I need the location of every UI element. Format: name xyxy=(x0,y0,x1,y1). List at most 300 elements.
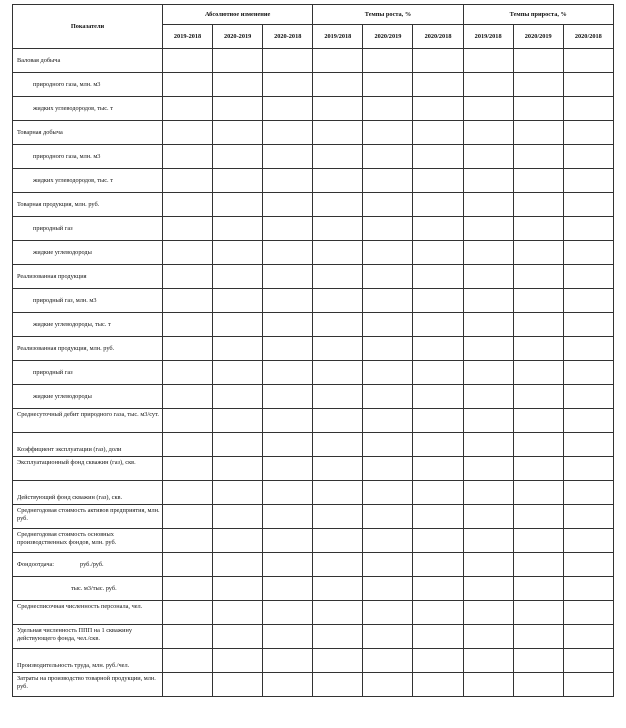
row-label: жидкие углеводороды xyxy=(13,241,163,265)
value-cell xyxy=(563,433,613,457)
value-cell xyxy=(563,577,613,601)
table-row xyxy=(13,385,614,409)
value-cell xyxy=(513,481,563,505)
value-cell xyxy=(363,529,413,553)
value-cell xyxy=(563,409,613,433)
value-cell xyxy=(513,193,563,217)
value-cell xyxy=(213,289,263,313)
value-cell xyxy=(363,337,413,361)
value-cell xyxy=(263,193,313,217)
value-cell xyxy=(513,337,563,361)
header-period: 2020/2019 xyxy=(513,25,563,49)
row-label: Товарная добыча xyxy=(13,121,163,145)
value-cell xyxy=(513,169,563,193)
table-row xyxy=(13,145,614,169)
value-cell xyxy=(363,73,413,97)
value-cell xyxy=(513,49,563,73)
value-cell xyxy=(513,457,563,481)
value-cell xyxy=(263,601,313,625)
value-cell xyxy=(513,625,563,649)
value-cell xyxy=(563,649,613,673)
value-cell xyxy=(313,289,363,313)
table-row xyxy=(13,457,614,481)
table-row xyxy=(13,553,614,577)
value-cell xyxy=(513,217,563,241)
value-cell xyxy=(463,577,513,601)
table-row xyxy=(13,217,614,241)
value-cell xyxy=(313,121,363,145)
value-cell xyxy=(363,265,413,289)
value-cell xyxy=(313,577,363,601)
row-label: природный газ xyxy=(13,217,163,241)
value-cell xyxy=(163,457,213,481)
value-cell xyxy=(363,217,413,241)
value-cell xyxy=(163,385,213,409)
value-cell xyxy=(413,625,463,649)
value-cell xyxy=(413,385,463,409)
value-cell xyxy=(413,121,463,145)
value-cell xyxy=(263,265,313,289)
value-cell xyxy=(413,217,463,241)
value-cell xyxy=(263,361,313,385)
table-row xyxy=(13,673,614,697)
value-cell xyxy=(413,481,463,505)
value-cell xyxy=(563,385,613,409)
header-indicator: Показатели xyxy=(13,5,163,49)
value-cell xyxy=(313,409,363,433)
value-cell xyxy=(263,97,313,121)
table-row xyxy=(13,409,614,433)
row-label-fondootdacha xyxy=(13,553,163,577)
table-row xyxy=(13,73,614,97)
table-row xyxy=(13,433,614,457)
value-cell xyxy=(313,649,363,673)
row-label: Товарная продукция, млн. руб. xyxy=(13,193,163,217)
value-cell xyxy=(213,433,263,457)
row-label: Эксплуатационный фонд скважин (газ), скв. xyxy=(13,457,163,481)
value-cell xyxy=(263,241,313,265)
header-period: 2020-2019 xyxy=(213,25,263,49)
value-cell xyxy=(163,241,213,265)
value-cell xyxy=(313,505,363,529)
value-cell xyxy=(313,361,363,385)
value-cell xyxy=(263,625,313,649)
value-cell xyxy=(463,457,513,481)
value-cell xyxy=(413,145,463,169)
value-cell xyxy=(513,265,563,289)
value-cell xyxy=(413,601,463,625)
value-cell xyxy=(513,505,563,529)
row-label: Затраты на производство товарной продукции, млн. руб. xyxy=(13,673,163,697)
row-label: жидких углеводородов, тыс. т xyxy=(13,97,163,121)
value-cell xyxy=(263,49,313,73)
value-cell xyxy=(263,169,313,193)
value-cell xyxy=(213,577,263,601)
table-row xyxy=(13,601,614,625)
row-label: жидкие углеводороды, тыс. т xyxy=(13,313,163,337)
value-cell xyxy=(213,361,263,385)
value-cell xyxy=(363,361,413,385)
value-cell xyxy=(263,337,313,361)
value-cell xyxy=(313,673,363,697)
value-cell xyxy=(563,481,613,505)
row-label: Среднесписочная численность персонала, чел. xyxy=(13,601,163,625)
value-cell xyxy=(463,553,513,577)
header-period: 2020/2018 xyxy=(563,25,613,49)
value-cell xyxy=(513,409,563,433)
value-cell xyxy=(213,385,263,409)
value-cell xyxy=(263,649,313,673)
document-page xyxy=(12,4,613,697)
header-period: 2020/2018 xyxy=(413,25,463,49)
table-header xyxy=(13,5,614,49)
row-label: тыс. м3/тыс. руб. xyxy=(13,577,163,601)
row-label: природный газ xyxy=(13,361,163,385)
value-cell xyxy=(463,361,513,385)
value-cell xyxy=(263,313,313,337)
indicators-table xyxy=(12,4,614,697)
value-cell xyxy=(363,625,413,649)
row-label: Валовая добыча xyxy=(13,49,163,73)
value-cell xyxy=(463,505,513,529)
value-cell xyxy=(263,553,313,577)
value-cell xyxy=(263,121,313,145)
value-cell xyxy=(263,577,313,601)
value-cell xyxy=(313,145,363,169)
value-cell xyxy=(313,625,363,649)
value-cell xyxy=(563,193,613,217)
value-cell xyxy=(413,265,463,289)
value-cell xyxy=(263,457,313,481)
value-cell xyxy=(413,457,463,481)
row-label: Действующий фонд скважин (газ), скв. xyxy=(13,481,163,505)
value-cell xyxy=(163,601,213,625)
value-cell xyxy=(213,553,263,577)
table-row xyxy=(13,121,614,145)
value-cell xyxy=(563,673,613,697)
value-cell xyxy=(413,649,463,673)
value-cell xyxy=(513,313,563,337)
row-label: природный газ, млн. м3 xyxy=(13,289,163,313)
value-cell xyxy=(213,673,263,697)
value-cell xyxy=(513,97,563,121)
value-cell xyxy=(413,169,463,193)
value-cell xyxy=(313,385,363,409)
value-cell xyxy=(163,289,213,313)
value-cell xyxy=(163,649,213,673)
value-cell xyxy=(563,265,613,289)
value-cell xyxy=(413,241,463,265)
value-cell xyxy=(513,289,563,313)
value-cell xyxy=(263,409,313,433)
value-cell xyxy=(313,553,363,577)
value-cell xyxy=(363,601,413,625)
value-cell xyxy=(563,337,613,361)
value-cell xyxy=(363,433,413,457)
row-label: Среднегодовая стоимость основных производственных фондов, млн. руб. xyxy=(13,529,163,553)
table-row xyxy=(13,337,614,361)
value-cell xyxy=(163,313,213,337)
value-cell xyxy=(513,241,563,265)
value-cell xyxy=(463,625,513,649)
value-cell xyxy=(513,673,563,697)
value-cell xyxy=(313,73,363,97)
table-row xyxy=(13,241,614,265)
value-cell xyxy=(213,265,263,289)
row-label: Коэффициент эксплуатации (газ), доли xyxy=(13,433,163,457)
value-cell xyxy=(463,49,513,73)
value-cell xyxy=(163,337,213,361)
row-label: Среднегодовая стоимость активов предприятия, млн. руб. xyxy=(13,505,163,529)
value-cell xyxy=(363,505,413,529)
value-cell xyxy=(463,241,513,265)
value-cell xyxy=(163,673,213,697)
row-label: жидкие углеводороды xyxy=(13,385,163,409)
value-cell xyxy=(463,529,513,553)
value-cell xyxy=(463,217,513,241)
value-cell xyxy=(413,193,463,217)
value-cell xyxy=(513,529,563,553)
value-cell xyxy=(513,73,563,97)
value-cell xyxy=(163,409,213,433)
value-cell xyxy=(513,649,563,673)
value-cell xyxy=(563,121,613,145)
value-cell xyxy=(463,649,513,673)
table-row xyxy=(13,289,614,313)
value-cell xyxy=(213,217,263,241)
value-cell xyxy=(563,217,613,241)
value-cell xyxy=(363,97,413,121)
value-cell xyxy=(513,577,563,601)
value-cell xyxy=(413,313,463,337)
row-label: Среднесуточный дебит природного газа, тыс. м3/сут. xyxy=(13,409,163,433)
value-cell xyxy=(563,601,613,625)
value-cell xyxy=(413,409,463,433)
value-cell xyxy=(463,73,513,97)
value-cell xyxy=(213,241,263,265)
value-cell xyxy=(263,145,313,169)
value-cell xyxy=(363,313,413,337)
table-row xyxy=(13,529,614,553)
row-label: Производительность труда, млн. руб./чел. xyxy=(13,649,163,673)
value-cell xyxy=(213,625,263,649)
value-cell xyxy=(413,553,463,577)
value-cell xyxy=(563,553,613,577)
value-cell xyxy=(263,529,313,553)
table-row xyxy=(13,505,614,529)
value-cell xyxy=(213,457,263,481)
value-cell xyxy=(563,169,613,193)
value-cell xyxy=(463,481,513,505)
row-label-text: Фондоотдача: xyxy=(17,560,55,568)
value-cell xyxy=(513,385,563,409)
table-row xyxy=(13,625,614,649)
value-cell xyxy=(263,385,313,409)
value-cell xyxy=(363,145,413,169)
table-row xyxy=(13,649,614,673)
value-cell xyxy=(413,49,463,73)
value-cell xyxy=(313,217,363,241)
table-body xyxy=(13,49,614,697)
value-cell xyxy=(363,673,413,697)
value-cell xyxy=(413,289,463,313)
value-cell xyxy=(263,673,313,697)
value-cell xyxy=(363,121,413,145)
value-cell xyxy=(413,577,463,601)
value-cell xyxy=(413,97,463,121)
table-row xyxy=(13,265,614,289)
value-cell xyxy=(463,97,513,121)
table-row xyxy=(13,97,614,121)
value-cell xyxy=(463,601,513,625)
value-cell xyxy=(213,505,263,529)
value-cell xyxy=(313,49,363,73)
table-row xyxy=(13,49,614,73)
table-row xyxy=(13,361,614,385)
value-cell xyxy=(163,433,213,457)
value-cell xyxy=(363,409,413,433)
value-cell xyxy=(163,97,213,121)
table-row xyxy=(13,481,614,505)
row-label: жидких углеводородов, тыс. т xyxy=(13,169,163,193)
value-cell xyxy=(463,313,513,337)
value-cell xyxy=(163,49,213,73)
value-cell xyxy=(213,337,263,361)
value-cell xyxy=(163,625,213,649)
value-cell xyxy=(363,169,413,193)
value-cell xyxy=(363,289,413,313)
value-cell xyxy=(463,433,513,457)
value-cell xyxy=(563,73,613,97)
value-cell xyxy=(363,457,413,481)
value-cell xyxy=(463,337,513,361)
value-cell xyxy=(163,553,213,577)
row-unit: руб./руб. xyxy=(80,560,104,568)
value-cell xyxy=(463,121,513,145)
value-cell xyxy=(563,505,613,529)
value-cell xyxy=(313,97,363,121)
table-row xyxy=(13,577,614,601)
header-period: 2020-2018 xyxy=(263,25,313,49)
value-cell xyxy=(563,289,613,313)
value-cell xyxy=(563,313,613,337)
value-cell xyxy=(163,145,213,169)
value-cell xyxy=(513,361,563,385)
value-cell xyxy=(313,169,363,193)
value-cell xyxy=(213,97,263,121)
table-row xyxy=(13,313,614,337)
value-cell xyxy=(213,49,263,73)
value-cell xyxy=(313,313,363,337)
value-cell xyxy=(213,193,263,217)
value-cell xyxy=(363,385,413,409)
value-cell xyxy=(313,457,363,481)
value-cell xyxy=(563,145,613,169)
value-cell xyxy=(363,241,413,265)
row-label: природного газа, млн. м3 xyxy=(13,145,163,169)
value-cell xyxy=(313,481,363,505)
value-cell xyxy=(463,169,513,193)
header-group-growth-rate: Темпы роста, % xyxy=(313,5,463,25)
value-cell xyxy=(413,73,463,97)
value-cell xyxy=(463,265,513,289)
value-cell xyxy=(263,73,313,97)
value-cell xyxy=(213,121,263,145)
table-row xyxy=(13,193,614,217)
value-cell xyxy=(213,145,263,169)
value-cell xyxy=(513,145,563,169)
value-cell xyxy=(263,433,313,457)
header-period: 2019/2018 xyxy=(313,25,363,49)
value-cell xyxy=(363,49,413,73)
value-cell xyxy=(213,601,263,625)
row-label: природного газа, млн. м3 xyxy=(13,73,163,97)
value-cell xyxy=(563,97,613,121)
value-cell xyxy=(163,481,213,505)
header-period: 2020/2019 xyxy=(363,25,413,49)
value-cell xyxy=(163,577,213,601)
row-label: Реализованная продукция xyxy=(13,265,163,289)
value-cell xyxy=(413,433,463,457)
value-cell xyxy=(513,553,563,577)
value-cell xyxy=(213,313,263,337)
value-cell xyxy=(363,481,413,505)
value-cell xyxy=(563,529,613,553)
value-cell xyxy=(563,457,613,481)
row-label: Удельная численность ППП на 1 скважину действующего фонда, чел./скв. xyxy=(13,625,163,649)
header-period: 2019-2018 xyxy=(163,25,213,49)
value-cell xyxy=(363,193,413,217)
value-cell xyxy=(413,361,463,385)
value-cell xyxy=(513,121,563,145)
value-cell xyxy=(263,505,313,529)
value-cell xyxy=(513,433,563,457)
value-cell xyxy=(313,529,363,553)
value-cell xyxy=(463,385,513,409)
value-cell xyxy=(163,217,213,241)
value-cell xyxy=(413,529,463,553)
value-cell xyxy=(363,577,413,601)
value-cell xyxy=(363,553,413,577)
value-cell xyxy=(563,625,613,649)
value-cell xyxy=(313,265,363,289)
value-cell xyxy=(363,649,413,673)
header-period: 2019/2018 xyxy=(463,25,513,49)
table-row xyxy=(13,169,614,193)
value-cell xyxy=(313,337,363,361)
value-cell xyxy=(313,433,363,457)
value-cell xyxy=(463,409,513,433)
value-cell xyxy=(213,73,263,97)
value-cell xyxy=(313,241,363,265)
value-cell xyxy=(263,481,313,505)
value-cell xyxy=(463,289,513,313)
value-cell xyxy=(163,505,213,529)
value-cell xyxy=(563,241,613,265)
value-cell xyxy=(163,265,213,289)
value-cell xyxy=(463,673,513,697)
value-cell xyxy=(563,49,613,73)
value-cell xyxy=(163,361,213,385)
value-cell xyxy=(413,505,463,529)
value-cell xyxy=(263,217,313,241)
value-cell xyxy=(163,121,213,145)
value-cell xyxy=(463,145,513,169)
value-cell xyxy=(213,649,263,673)
value-cell xyxy=(563,361,613,385)
value-cell xyxy=(313,601,363,625)
value-cell xyxy=(463,193,513,217)
